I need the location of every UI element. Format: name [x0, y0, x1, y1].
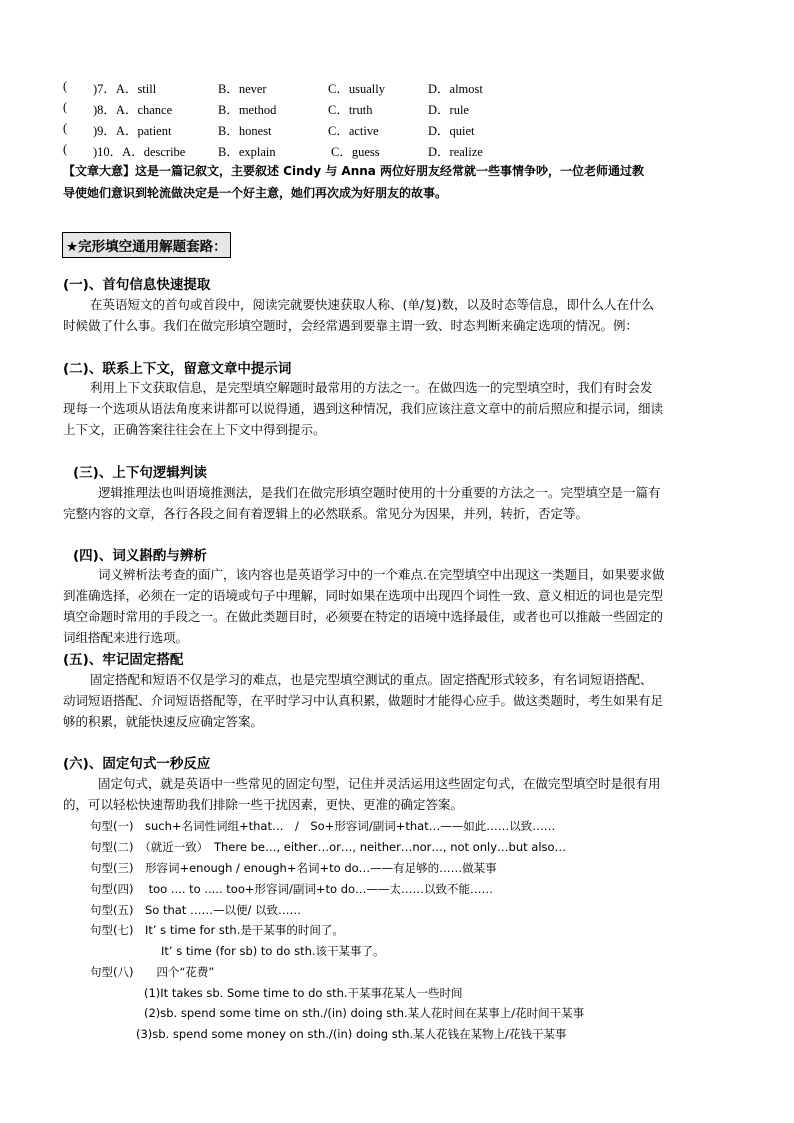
section-4-line-3: 填空命题时常用的手段之一。在做此类题目时，必须要在特定的语境中选择最佳，或者也可以推敲一些固定的	[63, 609, 664, 624]
pattern-4: 句型(四) too .... to ..... too+形容词/副词+to do…——太……以致不能……	[90, 882, 494, 896]
section-6-heading: (六)、固定句式一秒反应	[63, 756, 211, 772]
answer-paren: (	[63, 100, 68, 114]
pattern-8-1: (1)It takes sb. Some time to do sth.干某事花某人一些时间	[144, 986, 463, 1000]
option-c: C．usually	[328, 82, 385, 96]
option-d: D．rule	[428, 103, 469, 117]
option-c: C．active	[328, 124, 379, 138]
answer-paren: (	[63, 142, 68, 156]
section-5-line-2: 动词短语搭配、介词短语搭配等，在平时学习中认真积累，做题时才能得心应手。做这类题时，考生如果有足	[63, 693, 664, 708]
option-b: B．honest	[218, 124, 272, 138]
summary-line-2: 导使她们意识到轮流做决定是一个好主意，她们再次成为好朋友的故事。	[63, 186, 448, 200]
section-3-line-2: 完整内容的文章，各行各段之间有着逻辑上的必然联系。常见分为因果，并列，转折，否定等。	[63, 506, 589, 521]
pattern-1: 句型(一) such+名词性词组+that… / So+形容词/副词+that…——如此……以致……	[90, 819, 556, 833]
section-1-line-1: 在英语短文的首句或首段中，阅读完就要快速获取人称、(单/复)数，以及时态等信息，即什么人在什么	[90, 297, 654, 312]
section-5-line-1: 固定搭配和短语不仅是学习的难点，也是完型填空测试的重点。固定搭配形式较多，有名词短语搭配、	[90, 672, 653, 687]
section-2-line-3: 上下文，正确答案往往会在上下文中得到提示。	[63, 422, 326, 437]
pattern-8-2: (2)sb. spend some time on sth./(in) doing sth.某人花时间在某事上/花时间干某事	[144, 1006, 585, 1020]
option-a: )9．A．patient	[93, 124, 172, 138]
pattern-7b: It’ s time (for sb) to do sth.该干某事了。	[161, 944, 385, 958]
option-c: C．guess	[331, 145, 380, 159]
answer-paren: (	[63, 121, 68, 135]
pattern-8: 句型(八) 四个“花费”	[90, 965, 215, 979]
question-row	[63, 142, 623, 160]
section-4-line-1: 词义辨析法考查的面广，该内容也是英语学习中的一个难点.在完型填空中出现这一类题目，如果要求做	[98, 567, 665, 582]
question-row	[63, 121, 623, 139]
section-1-line-2: 时候做了什么事。我们在做完形填空题时，会经常遇到要靠主谓一致、时态判断来确定选项的情况。例：	[63, 318, 639, 333]
option-d: D．realize	[428, 145, 483, 159]
option-a: )7．A．still	[93, 82, 157, 96]
section-2-line-2: 现每一个选项从语法角度来讲都可以说得通，遇到这种情况，我们应该注意文章中的前后照应和提示词，细读	[63, 401, 664, 416]
option-d: D．almost	[428, 82, 483, 96]
summary-line-1: 【文章大意】这是一篇记叙文，主要叙述 Cindy 与 Anna 两位好朋友经常就一些事情争吵，一位老师通过教	[63, 164, 645, 178]
section-box-title: ★完形填空通用解题套路：	[62, 232, 231, 258]
section-5-line-3: 够的积累，就能快速反应确定答案。	[63, 714, 264, 729]
section-6-line-1: 固定句式，就是英语中一些常见的固定句型，记住并灵活运用这些固定句式，在做完型填空时是很有用	[98, 776, 661, 791]
question-row	[63, 79, 623, 97]
section-4-line-4: 词组搭配来进行选项。	[63, 630, 189, 645]
section-3-line-1: 逻辑推理法也叫语境推测法，是我们在做完形填空题时使用的十分重要的方法之一。完型填空是一篇有	[98, 485, 661, 500]
answer-paren: (	[63, 79, 68, 93]
section-4-line-2: 到准确选择，必须在一定的语境或句子中理解，同时如果在选项中出现四个词性一致、意义相近的词也是完型	[63, 588, 664, 603]
section-6-line-2: 的，可以轻松快速帮助我们排除一些干扰因素，更快、更准的确定答案。	[63, 797, 464, 812]
pattern-8-3: (3)sb. spend some money on sth./(in) doing sth.某人花钱在某物上/花钱干某事	[136, 1027, 567, 1041]
option-b: B．explain	[218, 145, 276, 159]
option-b: B．method	[218, 103, 277, 117]
option-c: C．truth	[328, 103, 373, 117]
pattern-2: 句型(二) （就近一致） There be…, either…or…, neither…nor…, not only…but also…	[90, 840, 567, 854]
pattern-3: 句型(三) 形容词+enough / enough+名词+to do…——有足够的……做某事	[90, 861, 497, 875]
section-4-heading: (四)、词义斟酌与辨析	[73, 548, 207, 564]
pattern-5: 句型(五) So that ……—以便/ 以致……	[90, 903, 302, 917]
section-3-heading: (三)、上下句逻辑判读	[73, 465, 207, 481]
option-d: D．quiet	[428, 124, 475, 138]
section-1-heading: (一)、首句信息快速提取	[63, 277, 211, 293]
option-a: )10．A．describe	[93, 145, 186, 159]
option-b: B．never	[218, 82, 267, 96]
pattern-7a: 句型(七) It’ s time for sth.是干某事的时间了。	[90, 923, 344, 937]
section-2-line-1: 利用上下文获取信息，是完型填空解题时最常用的方法之一。在做四选一的完型填空时，我们有时会发	[90, 380, 653, 395]
question-row	[63, 100, 623, 118]
section-5-heading: (五)、牢记固定搭配	[63, 652, 184, 668]
section-2-heading: (二)、联系上下文，留意文章中提示词	[63, 361, 292, 377]
option-a: )8．A．chance	[93, 103, 173, 117]
